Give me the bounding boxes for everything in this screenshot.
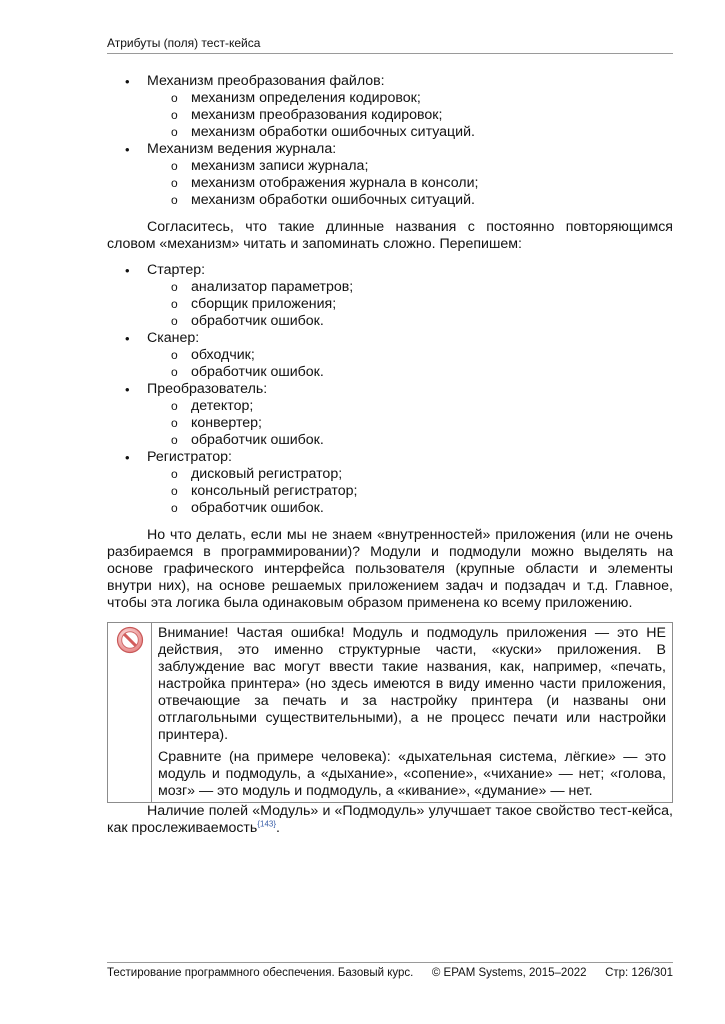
bullet-icon: • xyxy=(125,382,130,397)
paragraph-traceability xyxy=(107,803,673,837)
list-item xyxy=(107,73,673,141)
sub-list-item-text: механизм записи журнала; xyxy=(191,158,369,174)
circle-bullet-icon: o xyxy=(171,501,178,515)
sub-list-item xyxy=(107,192,673,209)
note-paragraph-warning: Внимание! Частая ошибка! Модуль и подмодуль приложения — это НЕ действия, это именно структурные части, «куски» приложения. В заблуждение вас могут ввести такие названия, как, например, «печать, настройка принтера» (но здесь имеются в виду именно части приложения, отвечающие за печать и за настройку принтера (и названы они отглагольными существительными), а не процесс печати или настройки принтера). xyxy=(158,625,666,743)
sub-list-item xyxy=(107,398,673,415)
footer-page-number: Стр: 126/301 xyxy=(605,967,673,979)
sub-list-item-text: анализатор параметров; xyxy=(191,279,354,295)
sub-list xyxy=(147,398,673,449)
list-item xyxy=(107,141,673,209)
sub-list xyxy=(147,90,673,141)
list-item-title: Сканер: xyxy=(147,330,200,346)
sub-list-item-text: обходчик; xyxy=(191,347,255,363)
warning-note xyxy=(107,622,673,803)
sub-list-item-text: механизм отображения журнала в консоли; xyxy=(191,175,479,191)
circle-bullet-icon: o xyxy=(171,125,178,139)
sub-list-item xyxy=(107,158,673,175)
sub-list-item xyxy=(107,347,673,364)
circle-bullet-icon: o xyxy=(171,348,178,362)
list-item-title: Стартер: xyxy=(147,262,206,278)
note-icon-cell xyxy=(108,623,152,802)
note-body xyxy=(152,623,672,802)
sub-list-item xyxy=(107,466,673,483)
sub-list xyxy=(147,347,673,381)
circle-bullet-icon: o xyxy=(171,433,178,447)
list-item xyxy=(107,262,673,330)
sub-list-item-text: обработчик ошибок. xyxy=(191,313,324,329)
traceability-end: . xyxy=(276,820,280,836)
circle-bullet-icon: o xyxy=(171,467,178,481)
sub-list-item xyxy=(107,175,673,192)
circle-bullet-icon: o xyxy=(171,176,178,190)
sub-list-item-text: обработчик ошибок. xyxy=(191,364,324,380)
bullet-icon: • xyxy=(125,74,130,89)
circle-bullet-icon: o xyxy=(171,314,178,328)
sub-list-item-text: механизм обработки ошибочных ситуаций. xyxy=(191,192,475,208)
sub-list-item xyxy=(107,90,673,107)
page-footer xyxy=(107,962,673,979)
list-item-title: Преобразователь: xyxy=(147,381,268,397)
bullet-icon: • xyxy=(125,331,130,346)
module-list-long xyxy=(107,73,673,209)
paragraph-rename: Согласитесь, что такие длинные названия с постоянно повторяющимся словом «механизм» читать и запоминать сложно. Перепишем: xyxy=(107,219,673,252)
running-header xyxy=(107,36,673,54)
sub-list-item xyxy=(107,107,673,124)
traceability-text: Наличие полей «Модуль» и «Подмодуль» улучшает такое свойство тест-кейса, как прослеживаемость xyxy=(107,803,673,836)
circle-bullet-icon: o xyxy=(171,108,178,122)
sub-list-item-text: сборщик приложения; xyxy=(191,296,337,312)
circle-bullet-icon: o xyxy=(171,159,178,173)
sub-list-item-text: конвертер; xyxy=(191,415,262,431)
sub-list-item xyxy=(107,483,673,500)
circle-bullet-icon: o xyxy=(171,484,178,498)
footer-book-title: Тестирование программного обеспечения. Базовый курс. xyxy=(107,967,414,979)
list-item-title: Механизм ведения журнала: xyxy=(147,141,337,157)
header-title: Атрибуты (поля) тест-кейса xyxy=(107,36,261,50)
circle-bullet-icon: o xyxy=(171,365,178,379)
sub-list-item xyxy=(107,364,673,381)
circle-bullet-icon: o xyxy=(171,193,178,207)
bullet-icon: • xyxy=(125,450,130,465)
module-list-short xyxy=(107,262,673,517)
sub-list-item xyxy=(107,415,673,432)
list-item xyxy=(107,449,673,517)
sub-list-item xyxy=(107,124,673,141)
bullet-icon: • xyxy=(125,263,130,278)
circle-bullet-icon: o xyxy=(171,91,178,105)
sub-list xyxy=(147,466,673,517)
circle-bullet-icon: o xyxy=(171,280,178,294)
list-item-title: Механизм преобразования файлов: xyxy=(147,73,385,89)
sub-list-item-text: механизм преобразования кодировок; xyxy=(191,107,443,123)
page-content xyxy=(107,73,673,837)
sub-list-item-text: механизм обработки ошибочных ситуаций. xyxy=(191,124,475,140)
sub-list-item xyxy=(107,432,673,449)
sub-list-item-text: обработчик ошибок. xyxy=(191,432,324,448)
sub-list-item-text: дисковый регистратор; xyxy=(191,466,343,482)
bullet-icon: • xyxy=(125,142,130,157)
sub-list-item xyxy=(107,500,673,517)
sub-list-item-text: консольный регистратор; xyxy=(191,483,358,499)
prohibited-icon xyxy=(116,626,144,654)
sub-list-item xyxy=(107,296,673,313)
sub-list-item-text: детектор; xyxy=(191,398,254,414)
footnote-link[interactable]: {143} xyxy=(257,819,277,829)
sub-list-item xyxy=(107,279,673,296)
sub-list xyxy=(147,279,673,330)
list-item-title: Регистратор: xyxy=(147,449,232,465)
sub-list-item-text: обработчик ошибок. xyxy=(191,500,324,516)
note-paragraph-compare: Сравните (на примере человека): «дыхательная система, лёгкие» — это модуль и подмодуль, а «дыхание», «сопение», «чихание» — нет; «голова, мозг» — это модуль и подмодуль, а «кивание», «думание» — нет. xyxy=(158,749,666,799)
sub-list-item xyxy=(107,313,673,330)
footer-copyright: © EPAM Systems, 2015–2022 xyxy=(431,967,587,979)
list-item xyxy=(107,381,673,449)
sub-list xyxy=(147,158,673,209)
circle-bullet-icon: o xyxy=(171,297,178,311)
paragraph-gui-modules: Но что делать, если мы не знаем «внутренностей» приложения (или не очень разбираемся в программировании)? Модули и подмодули можно выделять на основе графического интерфейса пользователя (крупные области и элементы внутри них), на основе решаемых приложением задач и подзадач и т.д. Главное, чтобы эта логика была одинаковым образом применена ко всему приложению. xyxy=(107,527,673,611)
circle-bullet-icon: o xyxy=(171,416,178,430)
circle-bullet-icon: o xyxy=(171,399,178,413)
list-item xyxy=(107,330,673,381)
sub-list-item-text: механизм определения кодировок; xyxy=(191,90,421,106)
